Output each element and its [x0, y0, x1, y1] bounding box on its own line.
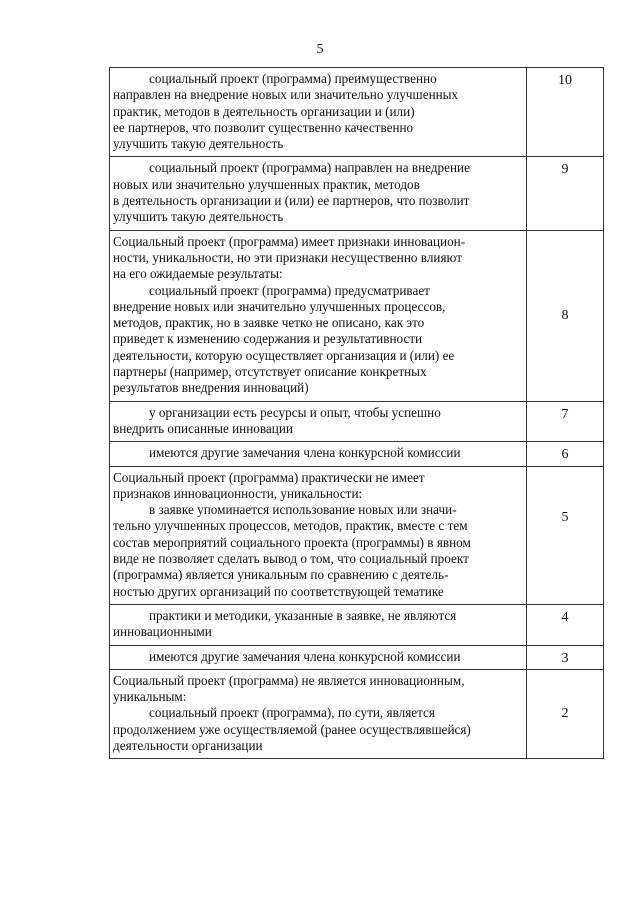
criterion-score: 4	[527, 604, 604, 645]
description-line: внедрить описанные инновации	[113, 420, 293, 436]
criterion-score: 10	[527, 68, 604, 157]
description-line: продолжением уже осуществляемой (ранее осуществлявшейся)	[113, 721, 471, 737]
description-line: ее партнеров, что позволит существенно качественно	[113, 119, 414, 135]
description-line: партнеры (например, отсутствует описание конкретных	[113, 364, 427, 380]
description-line: новых или значительно улучшенных практик, методов	[113, 176, 420, 192]
description-line: направлен на внедрение новых или значительно улучшенных	[113, 87, 459, 103]
criterion-score: 2	[527, 669, 604, 758]
description-line: признаков инновационности, уникальности:	[113, 485, 363, 501]
criterion-score: 8	[527, 230, 604, 401]
description-line: имеются другие замечания члена конкурсной комиссии	[149, 445, 461, 461]
description-line: социальный проект (программа) преимущественно	[149, 71, 437, 86]
criterion-description	[110, 401, 527, 442]
criterion-score: 9	[527, 157, 604, 230]
description-line: деятельности организации	[113, 737, 263, 753]
description-line: деятельности, которую осуществляет организация и (или) ее	[113, 347, 455, 363]
description-line: имеются другие замечания члена конкурсной комиссии	[149, 648, 461, 664]
description-line: внедрение новых или значительно улучшенных процессов,	[113, 298, 446, 314]
description-line: в заявке упоминается использование новых или значи-	[149, 502, 457, 518]
criterion-score: 6	[527, 442, 604, 466]
criterion-description	[110, 230, 527, 401]
description-line: практики и методики, указанные в заявке, не являются	[149, 607, 457, 623]
criteria-row	[110, 401, 604, 442]
criterion-description	[110, 669, 527, 758]
description-line: (программа) является уникальным по сравнению с деятель-	[113, 567, 449, 583]
description-line: приведет к изменению содержания и результативности	[113, 331, 423, 347]
description-line: улучшить такую деятельность	[113, 136, 284, 152]
criteria-table	[109, 67, 604, 759]
criterion-description	[110, 157, 527, 230]
description-line: у организации есть ресурсы и опыт, чтобы успешно	[149, 404, 441, 420]
criteria-row	[110, 645, 604, 669]
page-number: 5	[316, 42, 324, 57]
description-line: ности, уникальности, но эти признаки несущественно влияют	[113, 249, 462, 265]
description-line: виде не позволяет сделать вывод о том, что социальный проект	[113, 551, 469, 567]
description-line: инновационными	[113, 624, 212, 640]
criteria-row	[110, 669, 604, 758]
criterion-description	[110, 466, 527, 604]
description-line: состав мероприятий социального проекта (программы) в явном	[113, 534, 471, 550]
description-line: улучшить такую деятельность	[113, 209, 284, 225]
description-line: тельно улучшенных процессов, методов, практик, вместе с тем	[113, 518, 468, 534]
criteria-row	[110, 604, 604, 645]
description-line: на его ожидаемые результаты:	[113, 266, 283, 282]
criterion-score: 3	[527, 645, 604, 669]
description-line: практик, методов в деятельность организации и (или)	[113, 103, 415, 119]
criterion-score: 7	[527, 401, 604, 442]
description-line: Социальный проект (программа) практически не имеет	[113, 469, 425, 485]
criteria-row	[110, 230, 604, 401]
description-line: Социальный проект (программа) не является инновационным,	[113, 672, 465, 688]
criteria-table-body	[110, 68, 604, 759]
description-line: в деятельность организации и (или) ее партнеров, что позволит	[113, 193, 470, 209]
criterion-description	[110, 442, 527, 466]
description-line: социальный проект (программа), по сути, является	[149, 705, 435, 721]
criteria-row	[110, 466, 604, 604]
description-line: социальный проект (программа) предусматривает	[149, 282, 430, 298]
description-line: результатов внедрения инноваций)	[113, 380, 309, 396]
description-line: Социальный проект (программа) имеет признаки инновацион-	[113, 233, 466, 249]
criteria-row	[110, 68, 604, 157]
criterion-description	[110, 68, 527, 157]
description-line: социальный проект (программа) направлен на внедрение	[149, 160, 470, 176]
description-line: уникальным:	[113, 689, 187, 705]
description-line: ностью других организаций по соответствующей тематике	[113, 583, 444, 599]
criterion-description	[110, 604, 527, 645]
criterion-description	[110, 645, 527, 669]
description-line: методов, практик, но в заявке четко не описано, как это	[113, 315, 425, 331]
criteria-row	[110, 442, 604, 466]
criterion-score: 5	[527, 466, 604, 604]
criteria-row	[110, 157, 604, 230]
